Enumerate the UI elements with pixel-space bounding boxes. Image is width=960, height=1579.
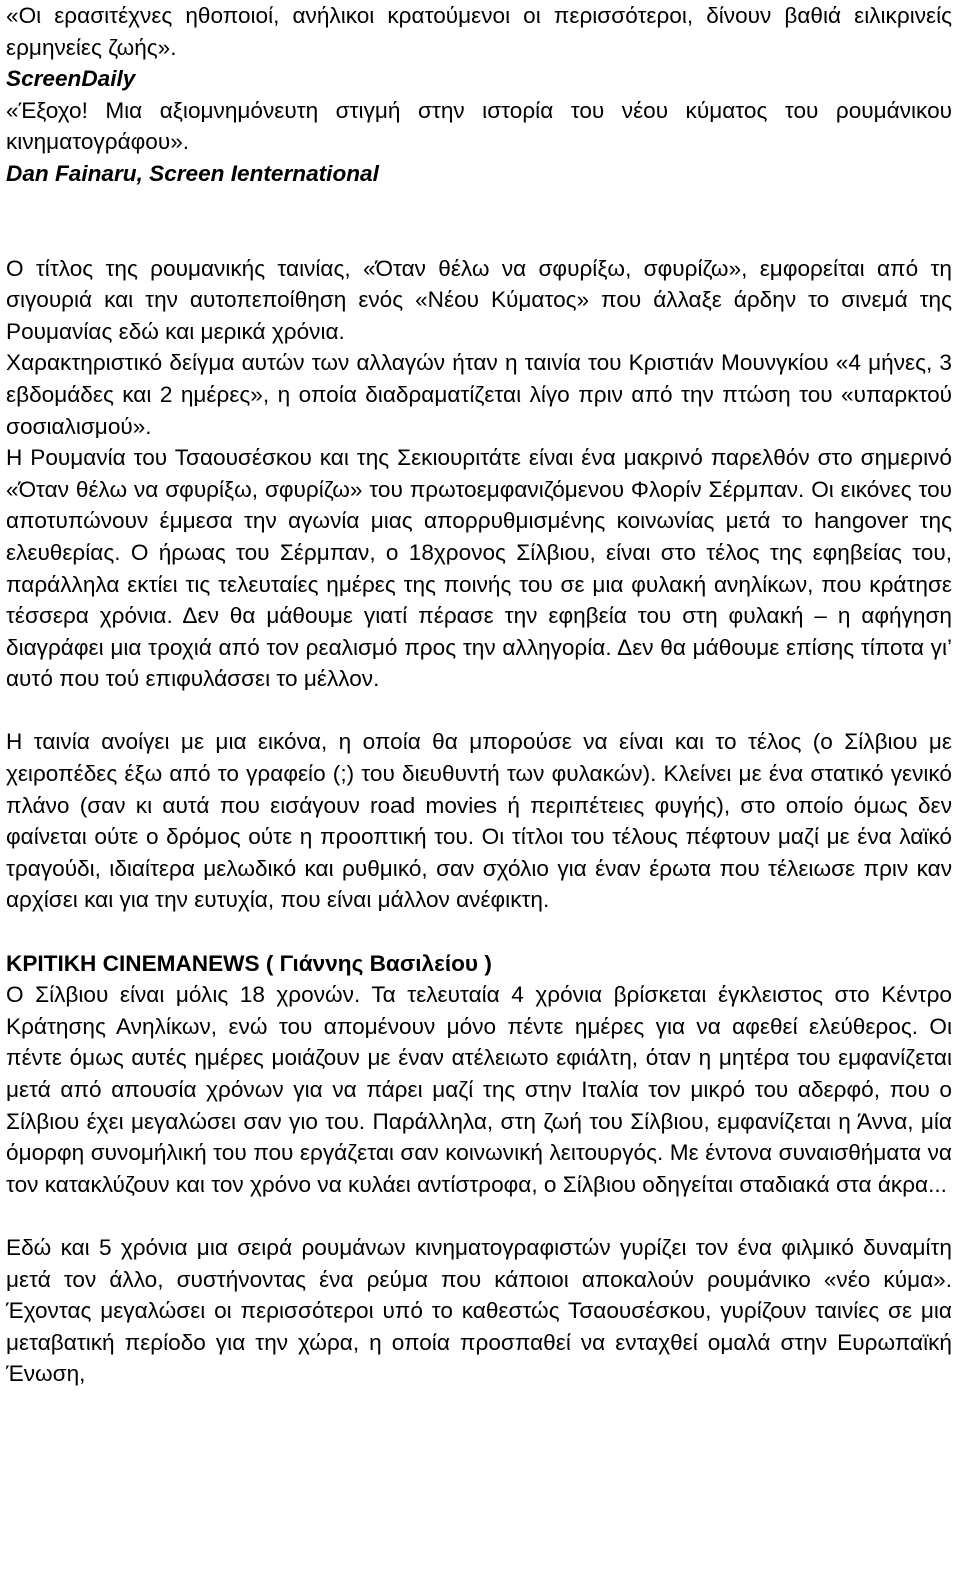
article-paragraph: Η ταινία ανοίγει με μια εικόνα, η οποία θα μπορούσε να είναι και το τέλος (ο Σίλβιου με χειροπέδες έξω από το γραφείο (;) του διευθυντή των φυλακών). Κλείνει με ένα στατικό γενικό πλάνο (σαν κι αυτά που εισάγουν road movies ή περιπέτειες φυγής), στο οποίο όμως δεν φαίνεται ούτε ο δρόμος ούτε η προοπτική του. Οι τίτλοι του τέλους πέφτουν μαζί με ένα λαϊκό τραγούδι, ιδιαίτερα μελωδικό και ρυθμικό, σαν σχόλιο για έναν έρωτα που τέλειωσε πριν καν αρχίσει και για την ευτυχία, που είναι μάλλον ανέφικτη. [6, 729, 952, 913]
quote-source: ScreenDaily [6, 66, 136, 92]
spacer [6, 190, 952, 253]
review-paragraph: Εδώ και 5 χρόνια μια σειρά ρουμάνων κινηματογραφιστών γυρίζει τον ένα φιλμικό δυναμίτη μετά τον άλλο, συστήνοντας ένα ρεύμα που κάποιοι αποκαλούν ρουμάνικο «νέο κύμα». Έχοντας μεγαλώσει οι περισσότεροι υπό το καθεστώς Τσαουσέσκου, γυρίζουν ταινίες σε μια μεταβατική περίοδο για την χώρα, η οποία προσπαθεί να ενταχθεί ομαλά στην Ευρωπαϊκή Ένωση, [6, 1234, 952, 1387]
spacer [6, 695, 952, 727]
spacer [6, 916, 952, 948]
review-paragraph: Ο Σίλβιου είναι μόλις 18 χρονών. Τα τελευταία 4 χρόνια βρίσκεται έγκλειστος στο Κέντρο Κράτησης Ανηλίκων, ενώ του απομένουν μόνο πέντε ημέρες για να αφεθεί ελεύθερος. Οι πέντε όμως αυτές ημέρες μοιάζουν με έναν ατέλειωτο εφιάλτη, όταν η μητέρα του εμφανίζεται μετά από απουσία χρόνων για να πάρει μαζί της στην Ιταλία τον μικρό του αδερφό, που ο Σίλβιου έχει μεγαλώσει σαν γιο του. Παράλληλα, στη ζωή του Σίλβιου, εμφανίζεται η Άννα, μία όμορφη συνομήλική του που εργάζεται σαν κοινωνική λειτουργός. Με έντονα συναισθήματα να τον κατακλύζουν και τον χρόνο να κυλάει αντίστροφα, ο Σίλβιου οδηγείται σταδιακά στα άκρα... [6, 982, 952, 1197]
review-heading: ΚΡΙΤΙΚΗ CINEMANEWS ( Γιάννης Βασιλείου ) [6, 950, 492, 976]
article-paragraph: Χαρακτηριστικό δείγμα αυτών των αλλαγών ήταν η ταινία του Κριστιάν Μουνγκίου «4 μήνες, 3 εβδομάδες και 2 ημέρες», η οποία διαδραματίζεται λίγο πριν από την πτώση του «υπαρκτού σοσιαλισμού». [6, 350, 952, 439]
quote-text: «Έξοχο! Μια αξιομνημόνευτη στιγμή στην ιστορία του νέου κύματος του ρουμάνικου κινηματογράφου». [6, 97, 952, 155]
quote-text: «Οι ερασιτέχνες ηθοποιοί, ανήλικοι κρατούμενοι οι περισσότεροι, δίνουν βαθιά ειλικρινείς ερμηνείες ζωής». [6, 3, 952, 60]
quote-source: Dan Fainaru, Screen Ienternational [6, 160, 379, 186]
article-paragraph: Η Ρουμανία του Τσαουσέσκου και της Σεκιουριτάτε είναι ένα μακρινό παρελθόν στο σημερινό «Όταν θέλω να σφυρίξω, σφυρίζω» του πρωτοεμφανιζόμενου Φλορίν Σέρμπαν. Οι εικόνες του αποτυπώνουν έμμεσα την αγωνία μιας απορρυθμισμένης κοινωνίας μετά το hangover της ελευθερίας. Ο ήρωας του Σέρμπαν, ο 18χρονος Σίλβιου, είναι στο τέλος της εφηβείας του, παράλληλα εκτίει τις τελευταίες ημέρες της ποινής του σε μια φυλακή ανηλίκων, που κράτησε τέσσερα χρόνια. Δεν θα μάθουμε γιατί πέρασε την εφηβεία του στη φυλακή – η αφήγηση διαγράφει μια τροχιά από τον ρεαλισμό προς την αλληγορία. Δεν θα μάθουμε επίσης τίποτα γι’ αυτό που τού επιφυλάσσει το μέλλον. [6, 445, 952, 692]
article-paragraph: Ο τίτλος της ρουμανικής ταινίας, «Όταν θέλω να σφυρίξω, σφυρίζω», εμφορείται από τη σιγουριά και την αυτοπεποίθηση ενός «Νέου Κύματος» που άλλαξε άρδην το σινεμά της Ρουμανίας εδώ και μερικά χρόνια. [6, 255, 952, 344]
spacer [6, 1200, 952, 1232]
